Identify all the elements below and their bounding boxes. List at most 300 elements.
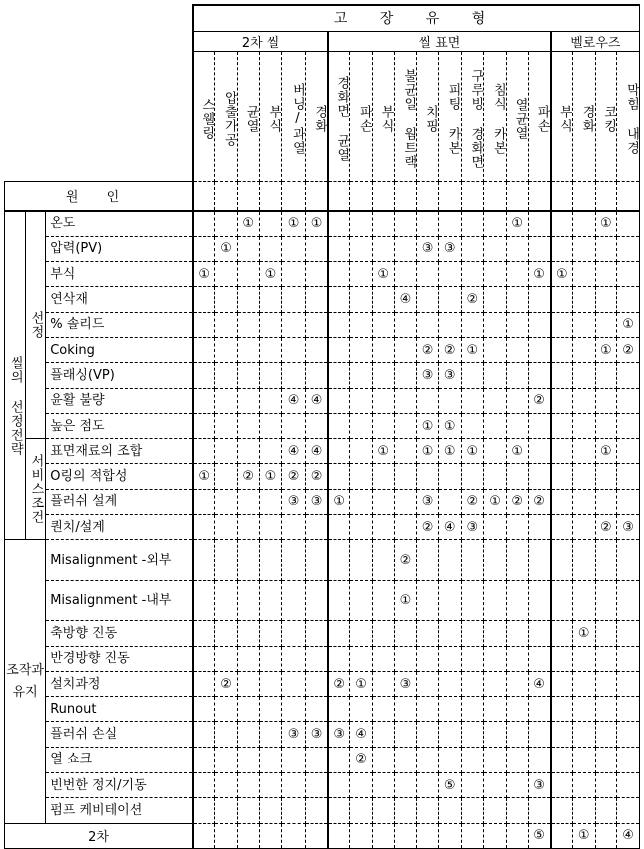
mark-cell: [328, 236, 350, 261]
mark-cell: [484, 722, 507, 747]
column-header: 압출가공: [215, 51, 238, 181]
mark-cell: [193, 671, 215, 696]
mark-cell: [305, 287, 328, 312]
column-header: 치핑: [417, 51, 439, 181]
mark-cell: [417, 722, 439, 747]
mark-cell: [438, 464, 461, 489]
mark-cell: ③: [438, 363, 461, 388]
mark-cell: [484, 211, 507, 236]
mark-cell: ②: [282, 464, 306, 489]
mark-cell: [394, 515, 417, 540]
header-filler: [617, 181, 640, 211]
mark-cell: ④: [394, 287, 417, 312]
mark-cell: [193, 489, 215, 514]
mark-cell: [461, 580, 484, 620]
mark-cell: [305, 773, 328, 798]
mark-cell: [215, 489, 238, 514]
mark-cell: [237, 287, 259, 312]
mark-cell: [328, 337, 350, 362]
mark-cell: [372, 515, 394, 540]
mark-cell: [551, 540, 573, 580]
mark-cell: [528, 312, 551, 337]
mark-cell: [372, 464, 394, 489]
mark-cell: [237, 798, 259, 823]
mark-cell: [350, 515, 373, 540]
mark-cell: [372, 773, 394, 798]
group-header: 씰 표면: [328, 31, 551, 51]
mark-cell: [215, 515, 238, 540]
mark-cell: [328, 363, 350, 388]
mark-cell: [305, 236, 328, 261]
mark-cell: [394, 747, 417, 772]
mark-cell: [237, 747, 259, 772]
mark-cell: [595, 262, 617, 287]
mark-cell: [282, 262, 306, 287]
mark-cell: [215, 211, 238, 236]
column-header: 경화면 균열: [328, 51, 350, 181]
mark-cell: [528, 236, 551, 261]
mark-cell: [617, 580, 640, 620]
header-filler: [305, 181, 328, 211]
mark-cell: [215, 363, 238, 388]
mark-cell: [461, 262, 484, 287]
mark-cell: [551, 236, 573, 261]
mark-cell: [528, 363, 551, 388]
mark-cell: ②: [328, 671, 350, 696]
mark-cell: [461, 621, 484, 646]
mark-cell: [484, 287, 507, 312]
mark-cell: [506, 621, 528, 646]
mark-cell: [506, 646, 528, 671]
mark-cell: [506, 287, 528, 312]
mark-cell: [417, 262, 439, 287]
header-filler: [282, 181, 306, 211]
mark-cell: [259, 722, 282, 747]
mark-cell: [237, 439, 259, 464]
header-filler: [572, 181, 595, 211]
mark-cell: ②: [617, 337, 640, 362]
mark-cell: [617, 236, 640, 261]
mark-cell: [595, 540, 617, 580]
header-filler: [259, 181, 282, 211]
mark-cell: [350, 773, 373, 798]
mark-cell: ④: [617, 823, 640, 848]
mark-cell: [350, 798, 373, 823]
mark-cell: ①: [484, 489, 507, 514]
mark-cell: [595, 823, 617, 848]
mark-cell: [484, 413, 507, 438]
mark-cell: [215, 439, 238, 464]
mark-cell: [282, 540, 306, 580]
mark-cell: [572, 646, 595, 671]
mark-cell: ③: [417, 363, 439, 388]
mark-cell: [394, 646, 417, 671]
mark-cell: [372, 747, 394, 772]
mark-cell: ③: [417, 236, 439, 261]
mark-cell: [438, 540, 461, 580]
mark-cell: [215, 413, 238, 438]
mark-cell: ①: [305, 211, 328, 236]
column-header: 막힘 내경: [617, 51, 640, 181]
mark-cell: [595, 773, 617, 798]
mark-cell: [572, 515, 595, 540]
mark-cell: [528, 515, 551, 540]
mark-cell: [237, 236, 259, 261]
mark-cell: [528, 211, 551, 236]
mark-cell: [617, 646, 640, 671]
header-filler: [417, 181, 439, 211]
mark-cell: [461, 312, 484, 337]
mark-cell: ①: [372, 262, 394, 287]
mark-cell: [506, 262, 528, 287]
mark-cell: [417, 540, 439, 580]
mark-cell: [215, 773, 238, 798]
cause-label: 플래싱(VP): [46, 363, 193, 388]
mark-cell: [305, 262, 328, 287]
mark-cell: [572, 580, 595, 620]
mark-cell: [328, 262, 350, 287]
mark-cell: [617, 773, 640, 798]
mark-cell: ①: [259, 262, 282, 287]
mark-cell: ①: [461, 439, 484, 464]
mark-cell: [528, 798, 551, 823]
mark-cell: [193, 363, 215, 388]
mark-cell: [572, 671, 595, 696]
mark-cell: [282, 312, 306, 337]
mark-cell: ④: [528, 671, 551, 696]
mark-cell: [484, 646, 507, 671]
mark-cell: [259, 211, 282, 236]
mark-cell: [328, 413, 350, 438]
mark-cell: [193, 798, 215, 823]
mark-cell: [484, 540, 507, 580]
mark-cell: [484, 621, 507, 646]
mark-cell: [461, 646, 484, 671]
column-header: 스웰링: [193, 51, 215, 181]
mark-cell: [193, 773, 215, 798]
category-secondary: 2차: [5, 823, 194, 848]
mark-cell: [572, 798, 595, 823]
header-filler: [551, 181, 573, 211]
mark-cell: [617, 287, 640, 312]
mark-cell: [282, 580, 306, 620]
mark-cell: ②: [528, 388, 551, 413]
mark-cell: [282, 413, 306, 438]
mark-cell: [572, 722, 595, 747]
mark-cell: ①: [394, 580, 417, 620]
mark-cell: [572, 540, 595, 580]
mark-cell: [417, 773, 439, 798]
mark-cell: [417, 388, 439, 413]
mark-cell: [259, 823, 282, 848]
mark-cell: [193, 515, 215, 540]
mark-cell: [328, 287, 350, 312]
mark-cell: [417, 671, 439, 696]
mark-cell: [282, 621, 306, 646]
header-filler: [328, 181, 350, 211]
mark-cell: [461, 413, 484, 438]
mark-cell: [259, 312, 282, 337]
mark-cell: ②: [595, 515, 617, 540]
mark-cell: [506, 798, 528, 823]
mark-cell: ①: [438, 413, 461, 438]
mark-cell: [461, 722, 484, 747]
mark-cell: [617, 388, 640, 413]
mark-cell: [328, 515, 350, 540]
mark-cell: [551, 287, 573, 312]
mark-cell: [484, 439, 507, 464]
mark-cell: ①: [595, 439, 617, 464]
mark-cell: ①: [417, 413, 439, 438]
mark-cell: [372, 287, 394, 312]
mark-cell: [484, 363, 507, 388]
mark-cell: [215, 388, 238, 413]
column-header: 버닝/과열: [282, 51, 306, 181]
mark-cell: [282, 773, 306, 798]
mark-cell: [506, 540, 528, 580]
mark-cell: [551, 515, 573, 540]
cause-label: 표면재료의 조합: [46, 439, 193, 464]
mark-cell: [461, 773, 484, 798]
mark-cell: [617, 747, 640, 772]
mark-cell: [572, 489, 595, 514]
mark-cell: ①: [572, 621, 595, 646]
mark-cell: [215, 540, 238, 580]
cause-label: 윤활 불량: [46, 388, 193, 413]
mark-cell: [461, 363, 484, 388]
mark-cell: ①: [528, 262, 551, 287]
mark-cell: [372, 236, 394, 261]
mark-cell: [372, 413, 394, 438]
mark-cell: [417, 798, 439, 823]
column-header: 불균일 웜트랙: [394, 51, 417, 181]
mark-cell: [438, 211, 461, 236]
mark-cell: [551, 211, 573, 236]
mark-cell: [551, 646, 573, 671]
mark-cell: [484, 580, 507, 620]
mark-cell: [484, 671, 507, 696]
mark-cell: [484, 823, 507, 848]
mark-cell: [595, 312, 617, 337]
mark-cell: [237, 540, 259, 580]
mark-cell: [328, 697, 350, 722]
header-filler: [350, 181, 373, 211]
mark-cell: [237, 489, 259, 514]
mark-cell: [259, 439, 282, 464]
mark-cell: [237, 823, 259, 848]
mark-cell: [237, 388, 259, 413]
mark-cell: [617, 439, 640, 464]
cause-label: 부식: [46, 262, 193, 287]
mark-cell: [237, 671, 259, 696]
mark-cell: [282, 798, 306, 823]
mark-cell: [595, 413, 617, 438]
mark-cell: [305, 646, 328, 671]
mark-cell: [328, 621, 350, 646]
mark-cell: [237, 580, 259, 620]
mark-cell: [193, 621, 215, 646]
mark-cell: ①: [506, 211, 528, 236]
cause-label: 열 쇼크: [46, 747, 193, 772]
mark-cell: [259, 747, 282, 772]
mark-cell: [617, 211, 640, 236]
mark-cell: [417, 580, 439, 620]
column-header: 균열: [237, 51, 259, 181]
mark-cell: [259, 798, 282, 823]
mark-cell: [215, 287, 238, 312]
mark-cell: [305, 621, 328, 646]
header-filler: [528, 181, 551, 211]
mark-cell: [215, 798, 238, 823]
mark-cell: [484, 262, 507, 287]
mark-cell: [193, 337, 215, 362]
mark-cell: [372, 621, 394, 646]
mark-cell: [305, 363, 328, 388]
mark-cell: [461, 388, 484, 413]
mark-cell: [506, 312, 528, 337]
mark-cell: [237, 646, 259, 671]
mark-cell: [438, 262, 461, 287]
mark-cell: [506, 697, 528, 722]
mark-cell: [282, 515, 306, 540]
mark-cell: [328, 388, 350, 413]
mark-cell: ②: [438, 337, 461, 362]
mark-cell: ③: [417, 489, 439, 514]
mark-cell: [506, 580, 528, 620]
mark-cell: [506, 671, 528, 696]
mark-cell: ②: [461, 287, 484, 312]
mark-cell: [394, 798, 417, 823]
cause-label: Misalignment -외부: [46, 540, 193, 580]
mark-cell: [572, 747, 595, 772]
mark-cell: ②: [506, 489, 528, 514]
mark-cell: [506, 722, 528, 747]
mark-cell: [572, 388, 595, 413]
mark-cell: [572, 337, 595, 362]
mark-cell: [617, 722, 640, 747]
mark-cell: [438, 747, 461, 772]
mark-cell: ④: [282, 439, 306, 464]
cause-label: 플러쉬 설계: [46, 489, 193, 514]
mark-cell: [350, 646, 373, 671]
header-filler: [394, 181, 417, 211]
mark-cell: [551, 798, 573, 823]
mark-cell: [394, 722, 417, 747]
mark-cell: [506, 337, 528, 362]
mark-cell: ①: [215, 236, 238, 261]
cause-label: 설치과정: [46, 671, 193, 696]
mark-cell: [617, 540, 640, 580]
mark-cell: [438, 489, 461, 514]
mark-cell: [572, 773, 595, 798]
table-title: 고 장 유 형: [193, 5, 639, 31]
mark-cell: [394, 388, 417, 413]
mark-cell: [551, 580, 573, 620]
cause-label: 축방향 진동: [46, 621, 193, 646]
mark-cell: [193, 747, 215, 772]
mark-cell: [328, 773, 350, 798]
mark-cell: [282, 646, 306, 671]
mark-cell: [215, 312, 238, 337]
mark-cell: ①: [350, 671, 373, 696]
mark-cell: [305, 413, 328, 438]
mark-cell: [259, 773, 282, 798]
mark-cell: [237, 621, 259, 646]
mark-cell: [438, 722, 461, 747]
mark-cell: ②: [394, 540, 417, 580]
cause-label: 반경방향 진동: [46, 646, 193, 671]
mark-cell: [417, 287, 439, 312]
mark-cell: [461, 671, 484, 696]
mark-cell: [551, 823, 573, 848]
mark-cell: [506, 236, 528, 261]
mark-cell: [394, 464, 417, 489]
mark-cell: [215, 621, 238, 646]
mark-cell: [282, 287, 306, 312]
mark-cell: [506, 747, 528, 772]
column-header: 부식: [259, 51, 282, 181]
mark-cell: [438, 798, 461, 823]
mark-cell: [372, 312, 394, 337]
mark-cell: [506, 515, 528, 540]
mark-cell: [394, 621, 417, 646]
mark-cell: [350, 823, 373, 848]
mark-cell: [617, 798, 640, 823]
mark-cell: [551, 621, 573, 646]
mark-cell: [193, 388, 215, 413]
mark-cell: [259, 489, 282, 514]
mark-cell: ②: [350, 747, 373, 772]
mark-cell: [551, 489, 573, 514]
mark-cell: [438, 312, 461, 337]
mark-cell: [328, 439, 350, 464]
mark-cell: [438, 697, 461, 722]
mark-cell: ①: [617, 312, 640, 337]
mark-cell: [372, 388, 394, 413]
mark-cell: [572, 697, 595, 722]
mark-cell: [394, 439, 417, 464]
mark-cell: [438, 388, 461, 413]
mark-cell: [528, 646, 551, 671]
mark-cell: [595, 388, 617, 413]
mark-cell: [506, 773, 528, 798]
mark-cell: [572, 287, 595, 312]
mark-cell: ①: [372, 439, 394, 464]
mark-cell: [305, 540, 328, 580]
mark-cell: [305, 747, 328, 772]
mark-cell: [394, 773, 417, 798]
mark-cell: [372, 646, 394, 671]
cause-label: Runout: [46, 697, 193, 722]
mark-cell: [461, 747, 484, 772]
mark-cell: ③: [617, 515, 640, 540]
mark-cell: [572, 262, 595, 287]
mark-cell: [572, 413, 595, 438]
mark-cell: ①: [282, 211, 306, 236]
mark-cell: [617, 413, 640, 438]
mark-cell: [237, 722, 259, 747]
mark-cell: [461, 697, 484, 722]
mark-cell: [259, 388, 282, 413]
mark-cell: [617, 464, 640, 489]
mark-cell: ①: [193, 464, 215, 489]
mark-cell: [305, 798, 328, 823]
mark-cell: [237, 363, 259, 388]
mark-cell: [215, 697, 238, 722]
mark-cell: ①: [259, 464, 282, 489]
mark-cell: [350, 312, 373, 337]
mark-cell: [617, 671, 640, 696]
